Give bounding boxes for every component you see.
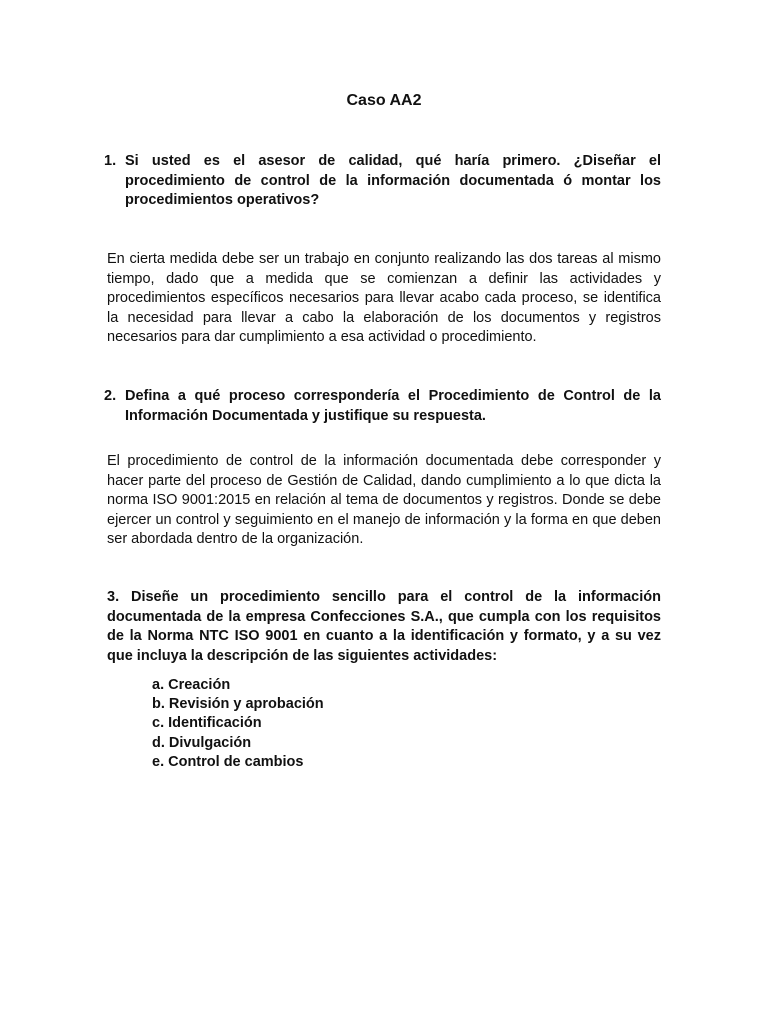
activity-list: [152, 676, 324, 772]
activity-item: c. Identificación: [152, 715, 262, 732]
activity-item: d. Divulgación: [152, 734, 252, 751]
activity-item: e. Control de cambios: [152, 753, 304, 770]
question-1: [104, 152, 661, 211]
answer-2: El procedimiento de control de la información documentada debe corresponder y hacer parte del proceso de Gestión de Calidad, dando cumplimiento a lo que dicta la norma ISO 9001:2015 en relación al tema de documentos y registros. Donde se debe ejercer un control y seguimiento en el manejo de información y la forma en que deben ser abordada dentro de la organización.: [107, 453, 661, 548]
page-title: Caso AA2: [346, 92, 422, 109]
activity-item: b. Revisión y aprobación: [152, 696, 324, 713]
question-1-number: 1.: [104, 153, 117, 169]
question-1-text: Si usted es el asesor de calidad, qué haría primero. ¿Diseñar el procedimiento de control de la información documentada ó montar los procedimientos operativos?: [125, 153, 661, 209]
question-2-number: 2.: [104, 388, 117, 404]
question-3: 3. Diseñe un procedimiento sencillo para el control de la información documentada de la empresa Confecciones S.A., que cumpla con los requisitos de la Norma NTC ISO 9001 en cuanto a la identificación y formato, y a su vez que incluya la descripción de las siguientes actividades:: [107, 589, 661, 664]
question-2-text: Defina a qué proceso correspondería el Procedimiento de Control de la Información Documentada y justifique su respuesta.: [125, 388, 661, 424]
activity-item: a. Creación: [152, 677, 231, 693]
question-2: [104, 387, 661, 426]
answer-1: En cierta medida debe ser un trabajo en conjunto realizando las dos tareas al mismo tiempo, dado que a medida que se comienzan a definir las actividades y procedimientos específicos necesarios para llevar acabo cada proceso, se identifica la necesidad para llevar a cabo la elaboración de los documentos y registros necesarios para dar cumplimiento a esa actividad o procedimiento.: [107, 251, 661, 346]
